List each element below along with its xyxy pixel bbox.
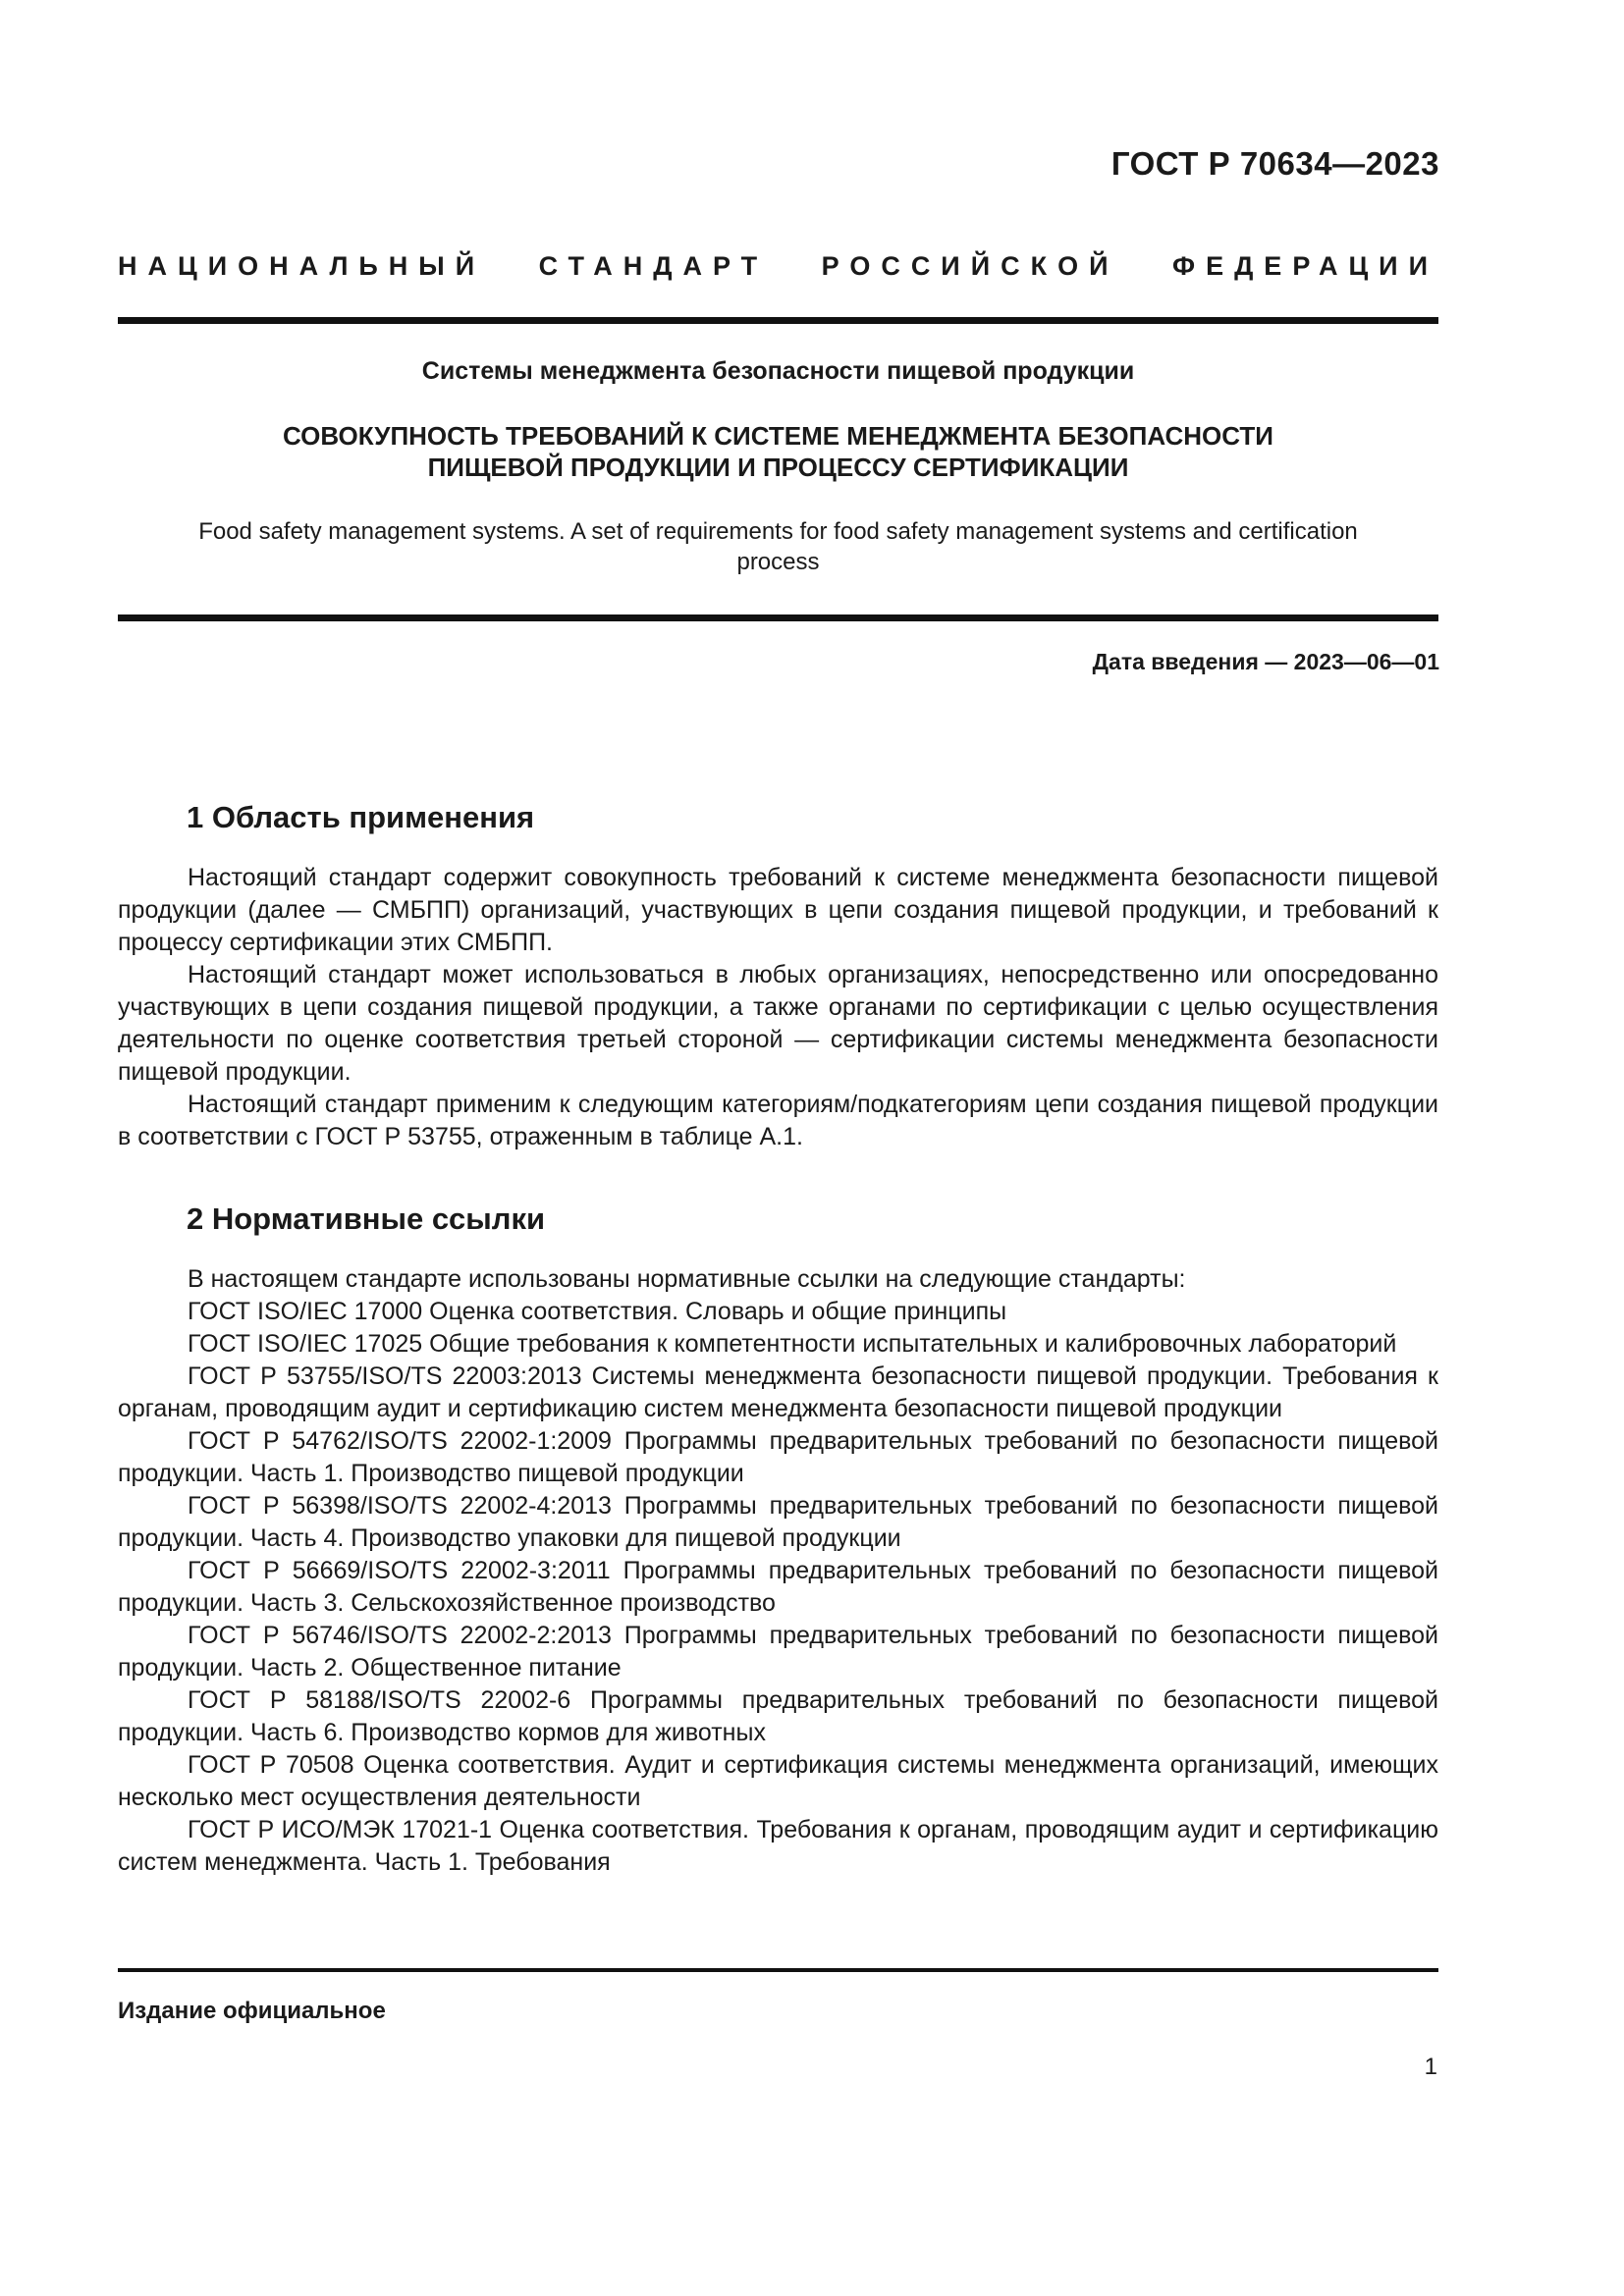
national-standard-banner: НАЦИОНАЛЬНЫЙ СТАНДАРТ РОССИЙСКОЙ ФЕДЕРАЦИИ xyxy=(118,251,1438,281)
section-1-paragraph: Настоящий стандарт содержит совокупность требований к системе менеджмента безопасности пищевой продукции (далее — СМБПП) организаций, участвующих в цепи создания пищевой продукции, и требований к процессу сертификации этих СМБПП. xyxy=(118,864,1438,956)
document-title xyxy=(118,420,1438,483)
top-divider xyxy=(118,317,1438,324)
title-line-1: СОВОКУПНОСТЬ ТРЕБОВАНИЙ К СИСТЕМЕ МЕНЕДЖМЕНТА БЕЗОПАСНОСТИ xyxy=(283,421,1273,451)
document-subtitle: Системы менеджмента безопасности пищевой продукции xyxy=(421,357,1135,385)
title-line-2: ПИЩЕВОЙ ПРОДУКЦИИ И ПРОЦЕССУ СЕРТИФИКАЦИИ xyxy=(427,453,1129,482)
reference-item: ГОСТ Р 53755/ISO/TS 22003:2013 Системы менеджмента безопасности пищевой продукции. Требования к органам, проводящим аудит и сертификацию систем менеджмента безопасности пищевой продукции xyxy=(118,1362,1438,1422)
section-1-heading: 1 Область применения xyxy=(187,800,535,834)
reference-item: ГОСТ ISO/IEC 17025 Общие требования к компетентности испытательных и калибровочных лабораторий xyxy=(188,1330,1397,1358)
section-1-paragraph: Настоящий стандарт может использоваться в любых организациях, непосредственно или опосредованно участвующих в цепи создания пищевой продукции, а также органами по сертификации с целью осуществления деятельности по оценке соответствия третьей стороной — сертификации системы менеджмента безопасности пищевой продукции. xyxy=(118,961,1438,1086)
page-number: 1 xyxy=(1424,2054,1437,2080)
reference-item: ГОСТ Р ИСО/МЭК 17021-1 Оценка соответствия. Требования к органам, проводящим аудит и сертификацию систем менеджмента. Часть 1. Требования xyxy=(118,1816,1438,1876)
section-2-body xyxy=(118,1263,1438,1879)
standard-code: ГОСТ Р 70634—2023 xyxy=(1110,145,1439,182)
english-title: Food safety management systems. A set of requirements for food safety management systems and certification process xyxy=(198,518,1358,575)
reference-item: ГОСТ Р 56746/ISO/TS 22002-2:2013 Программы предварительных требований по безопасности пищевой продукции. Часть 2. Общественное питание xyxy=(118,1622,1438,1682)
reference-intro: В настоящем стандарте использованы нормативные ссылки на следующие стандарты: xyxy=(188,1265,1186,1293)
official-edition-label: Издание официальное xyxy=(118,1998,386,2024)
reference-item: ГОСТ Р 58188/ISO/TS 22002-6 Программы предварительных требований по безопасности пищевой продукции. Часть 6. Производство кормов для животных xyxy=(118,1686,1438,1746)
section-1-paragraph: Настоящий стандарт применим к следующим категориям/подкатегориям цепи создания пищевой продукции в соответствии с ГОСТ Р 53755, отраженным в таблице А.1. xyxy=(118,1091,1438,1150)
section-1-body xyxy=(118,862,1438,1153)
reference-item: ГОСТ Р 54762/ISO/TS 22002-1:2009 Программы предварительных требований по безопасности пищевой продукции. Часть 1. Производство пищевой продукции xyxy=(118,1427,1438,1487)
reference-item: ГОСТ Р 56669/ISO/TS 22002-3:2011 Программы предварительных требований по безопасности пищевой продукции. Часть 3. Сельскохозяйственное производство xyxy=(118,1557,1438,1617)
reference-item: ГОСТ ISO/IEC 17000 Оценка соответствия. Словарь и общие принципы xyxy=(188,1298,1007,1325)
introduction-date: Дата введения — 2023—06—01 xyxy=(1092,649,1439,674)
reference-item: ГОСТ Р 56398/ISO/TS 22002-4:2013 Программы предварительных требований по безопасности пищевой продукции. Часть 4. Производство упаковки для пищевой продукции xyxy=(118,1492,1438,1552)
title-divider xyxy=(118,614,1438,621)
reference-item: ГОСТ Р 70508 Оценка соответствия. Аудит и сертификация системы менеджмента организаций, имеющих несколько мест осуществления деятельности xyxy=(118,1751,1438,1811)
footer-divider xyxy=(118,1968,1438,1972)
section-2-heading: 2 Нормативные ссылки xyxy=(187,1201,546,1236)
